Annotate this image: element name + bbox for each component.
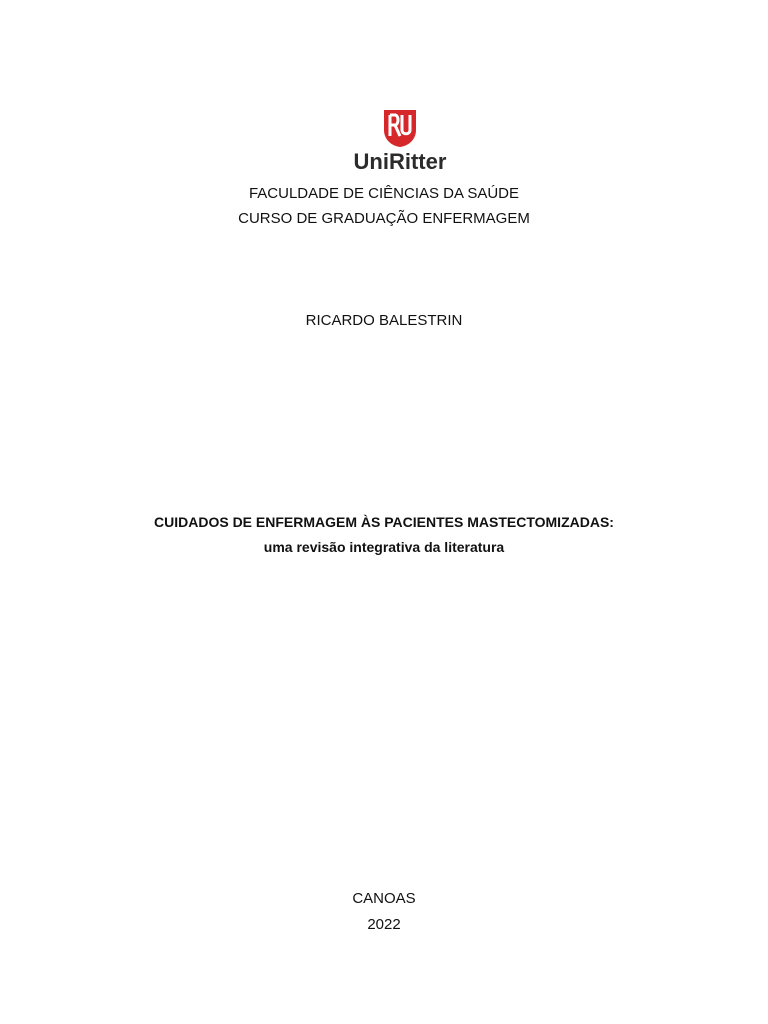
author-name: RICARDO BALESTRIN [305,312,463,329]
logo-wordmark: UniRitter [353,149,447,174]
work-subtitle: uma revisão integrativa da literatura [263,539,505,555]
faculty-name: FACULDADE DE CIÊNCIAS DA SAÚDE [248,185,520,202]
course-name: CURSO DE GRADUAÇÃO ENFERMAGEM [238,210,530,227]
city: CANOAS [352,890,416,907]
year: 2022 [367,916,401,933]
uniritter-logo [340,106,460,174]
uniritter-logo-graphic [340,106,460,174]
monogram-icon [384,110,416,147]
work-title: CUIDADOS DE ENFERMAGEM ÀS PACIENTES MASTECTOMIZADAS: [154,514,614,530]
